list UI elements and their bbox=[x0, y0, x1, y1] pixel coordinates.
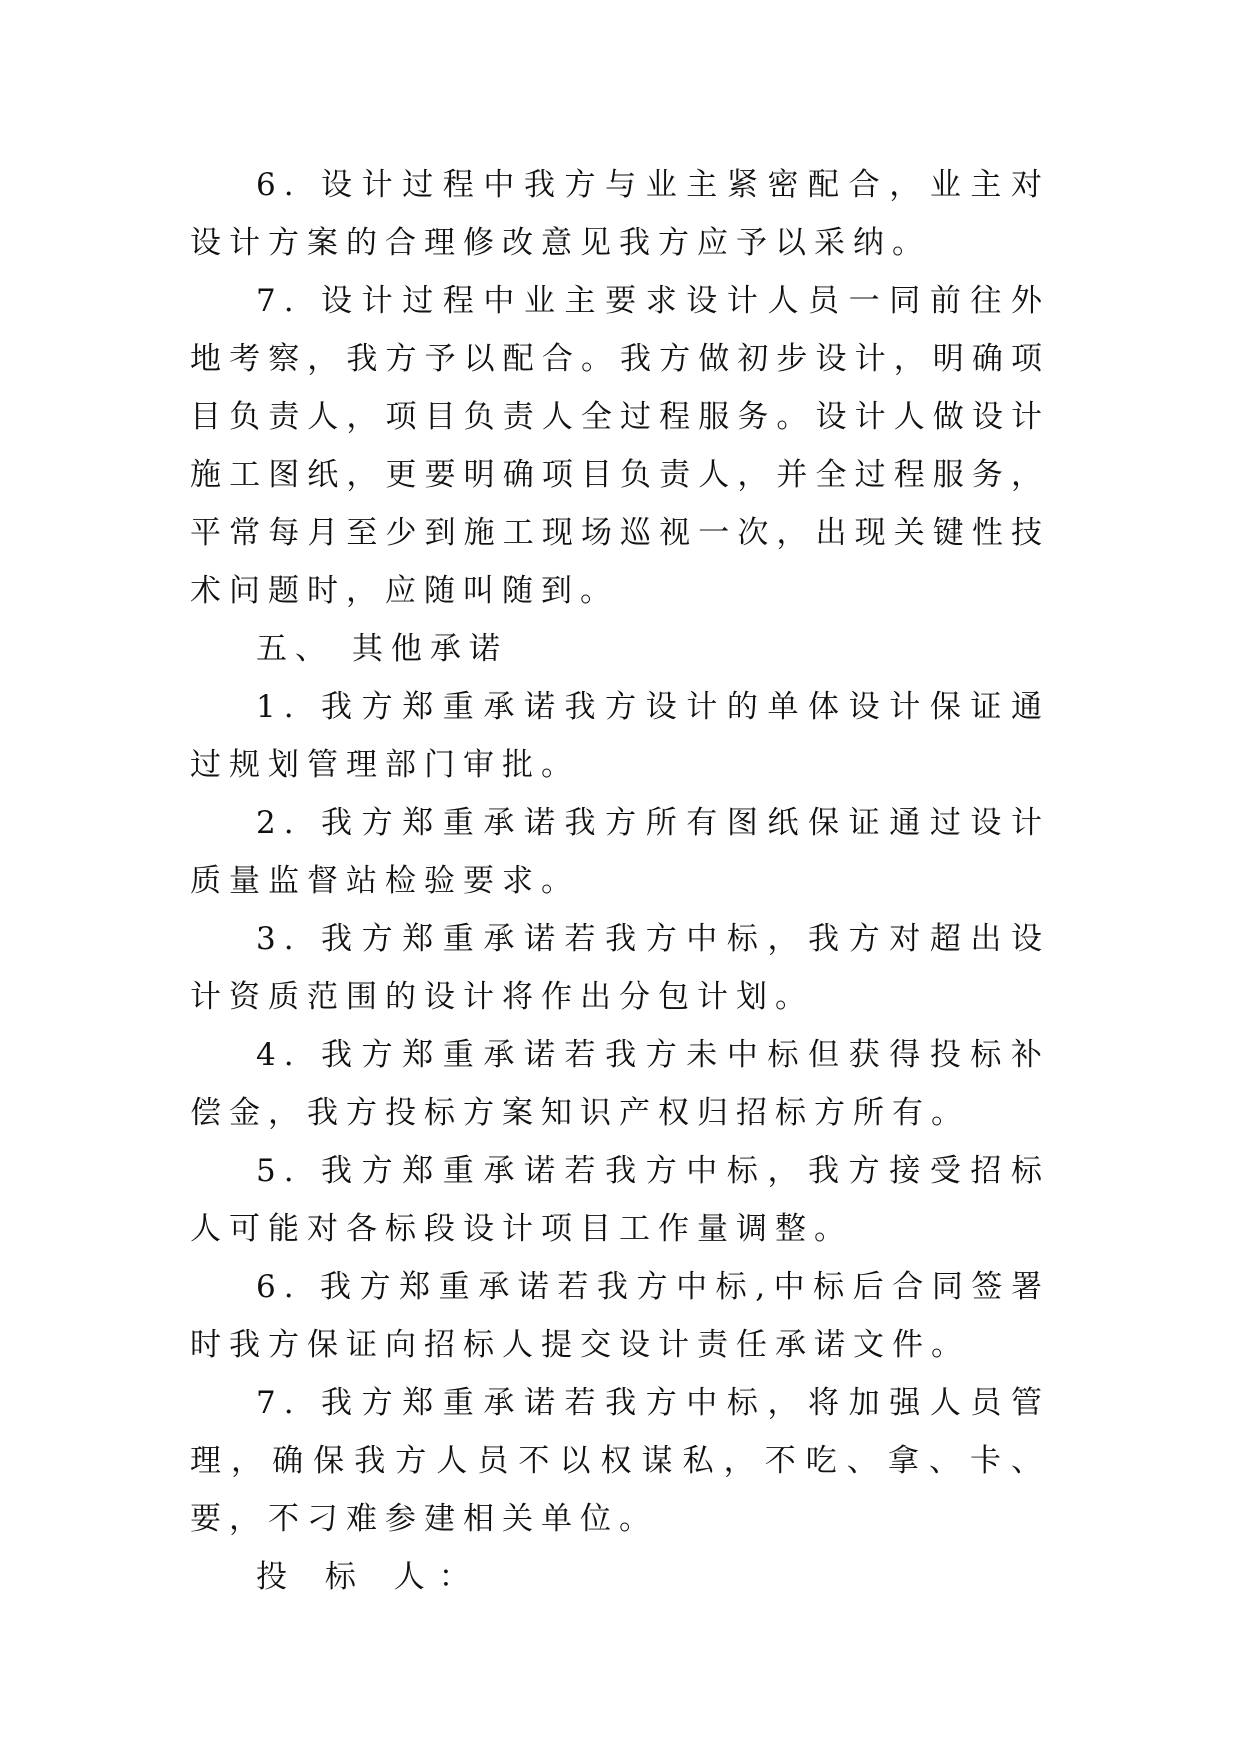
document-body bbox=[190, 156, 1050, 1606]
bidder-signature-label: 投 标 人： bbox=[256, 1559, 484, 1595]
commitment-item-1: 1. 我方郑重承诺我方设计的单体设计保证通过规划管理部门审批。 bbox=[190, 689, 1050, 783]
paragraph-item-7: 7. 设计过程中业主要求设计人员一同前往外地考察，我方予以配合。我方做初步设计，明确项目负责人，项目负责人全过程服务。设计人做设计施工图纸，更要明确项目负责人，并全过程服务，平常每月至少到施工现场巡视一次，出现关键性技术问题时，应随叫随到。 bbox=[190, 283, 1050, 609]
commitment-item-2: 2. 我方郑重承诺我方所有图纸保证通过设计质量监督站检验要求。 bbox=[190, 805, 1050, 899]
section-heading: 五、 其他承诺 bbox=[256, 631, 508, 667]
commitment-item-4: 4. 我方郑重承诺若我方未中标但获得投标补偿金，我方投标方案知识产权归招标方所有。 bbox=[190, 1037, 1050, 1131]
commitment-item-6: 6. 我方郑重承诺若我方中标,中标后合同签署时我方保证向招标人提交设计责任承诺文件。 bbox=[190, 1269, 1050, 1363]
paragraph-item-6: 6. 设计过程中我方与业主紧密配合，业主对设计方案的合理修改意见我方应予以采纳。 bbox=[190, 167, 1050, 261]
commitment-item-7: 7. 我方郑重承诺若我方中标，将加强人员管理，确保我方人员不以权谋私，不吃、拿、卡、要，不刁难参建相关单位。 bbox=[190, 1385, 1050, 1537]
commitment-item-5: 5. 我方郑重承诺若我方中标，我方接受招标人可能对各标段设计项目工作量调整。 bbox=[190, 1153, 1050, 1247]
commitment-item-3: 3. 我方郑重承诺若我方中标，我方对超出设计资质范围的设计将作出分包计划。 bbox=[190, 921, 1050, 1015]
